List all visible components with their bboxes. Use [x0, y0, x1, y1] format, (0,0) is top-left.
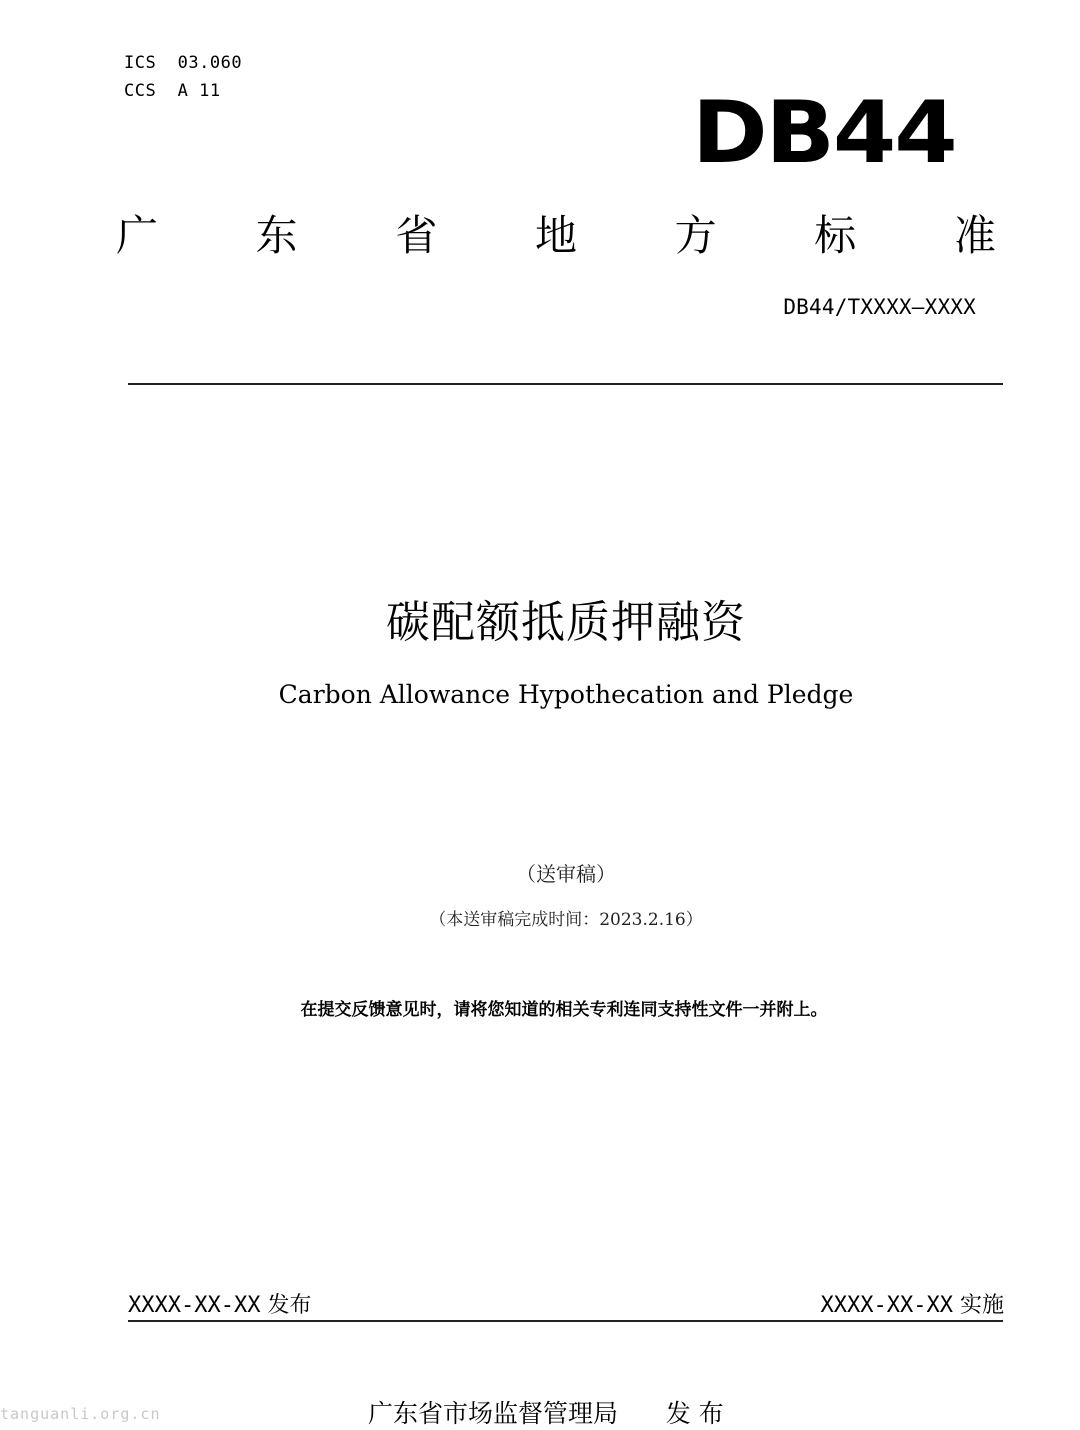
publish-label: 发 布	[665, 1399, 724, 1428]
standard-title-char: 地	[534, 211, 577, 260]
issue-date-value: XXXX-XX-XX	[128, 1293, 261, 1318]
issue-date	[128, 1288, 311, 1319]
standard-title-char: 标	[814, 211, 857, 260]
document-title-en: Carbon Allowance Hypothecation and Pledge	[278, 680, 854, 709]
implementation-date	[821, 1288, 1004, 1319]
implementation-date-value: XXXX-XX-XX	[820, 1293, 953, 1318]
issue-label: 发布	[260, 1293, 312, 1318]
publisher-name: 广东省市场监督管理局	[368, 1399, 619, 1428]
patent-notice: 在提交反馈意见时，请将您知道的相关专利连同支持性文件一并附上。	[300, 1000, 828, 1020]
ccs-code: CCS A 11	[124, 81, 221, 101]
document-title-cn: 碳配额抵质押融资	[386, 597, 746, 648]
top-divider	[128, 383, 1003, 385]
standard-title-char: 准	[953, 211, 996, 260]
standard-title-char: 广	[116, 211, 159, 260]
standard-title-char: 东	[255, 211, 298, 260]
standard-title	[116, 208, 996, 264]
db44-logo: DB44	[692, 83, 956, 183]
bottom-divider	[128, 1320, 1003, 1322]
standard-code: DB44/TXXXX—XXXX	[783, 295, 976, 319]
draft-completion-time: （本送审稿完成时间：2023.2.16）	[429, 910, 703, 930]
standard-title-char: 省	[395, 211, 438, 260]
ics-code: ICS 03.060	[124, 53, 243, 73]
watermark: tanguanli.org.cn	[0, 1405, 161, 1423]
implementation-label: 实施	[953, 1293, 1004, 1318]
standard-title-char: 方	[674, 211, 717, 260]
draft-label: （送审稿）	[516, 862, 616, 886]
publisher	[368, 1394, 724, 1430]
